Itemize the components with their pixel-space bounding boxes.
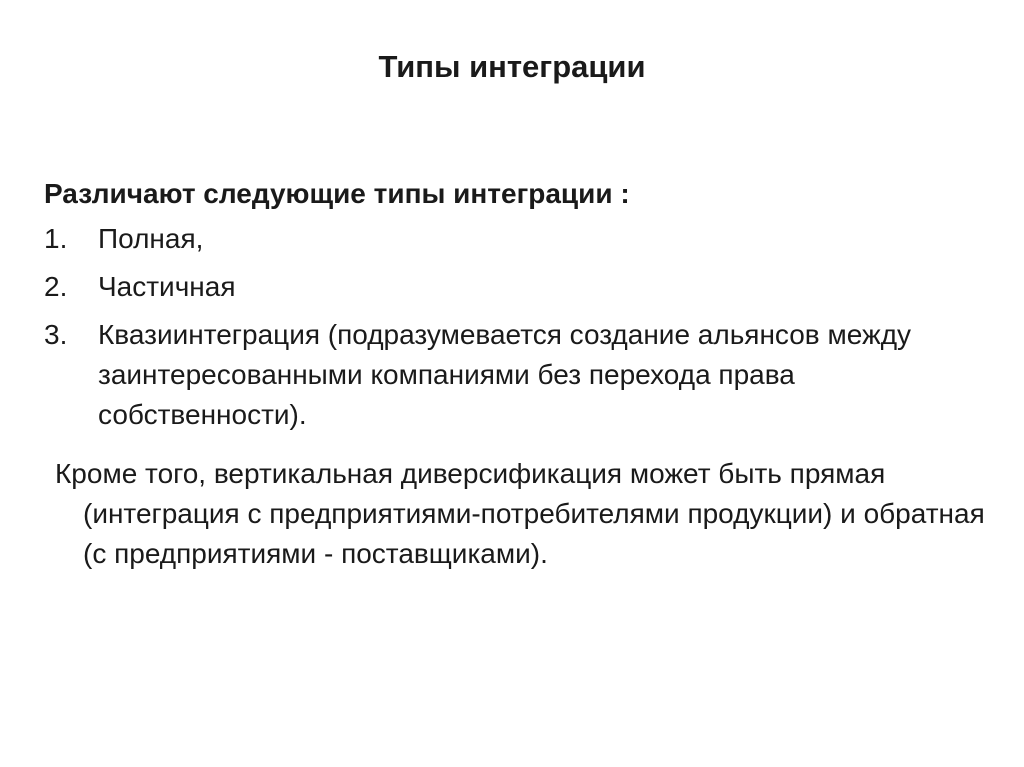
intro-text: Различают следующие типы интеграции : xyxy=(44,178,630,209)
list-item-text: Квазиинтеграция (подразумевается создание альянсов между заинтересованными компаниями без перехода права собственности). xyxy=(98,319,912,430)
list-item xyxy=(44,315,1004,435)
list-item xyxy=(44,219,1004,259)
integration-types-list xyxy=(44,219,1004,443)
list-item-text: Частичная xyxy=(98,271,236,302)
list-item-number: 3. xyxy=(44,319,68,350)
vertical-diversification-paragraph xyxy=(55,454,985,574)
list-item xyxy=(44,267,1004,307)
list-item-number: 2. xyxy=(44,271,68,302)
list-item-number: 1. xyxy=(44,223,68,254)
slide-title: Типы интеграции xyxy=(378,49,646,84)
paragraph-text: Кроме того, вертикальная диверсификация может быть прямая (интеграция с предприятиями-потребителями продукции) и обратная (с предприятиями - поставщиками). xyxy=(55,458,985,569)
list-item-text: Полная, xyxy=(98,223,204,254)
